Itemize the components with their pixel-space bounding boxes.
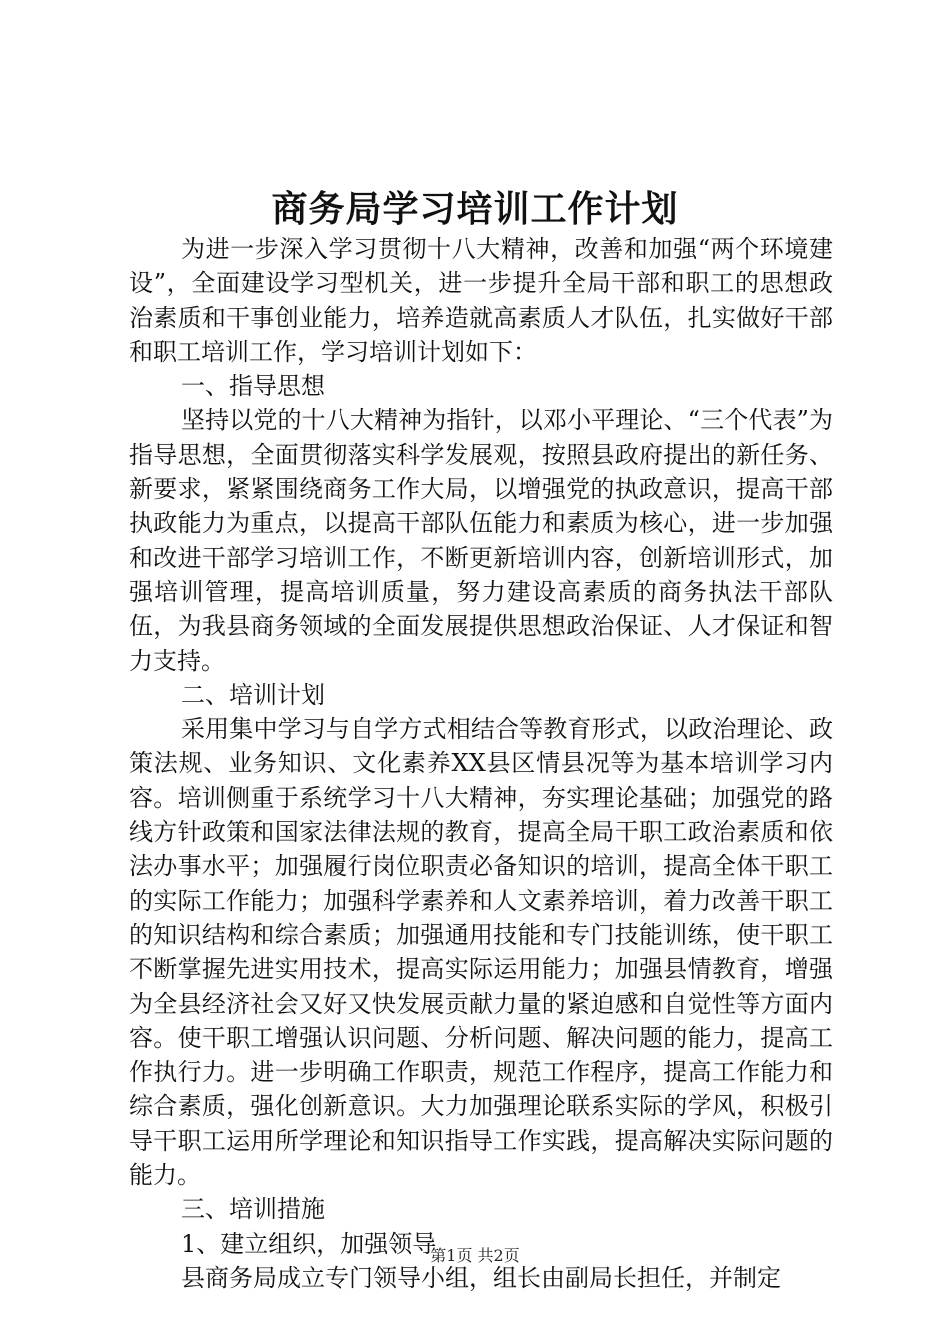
- section-heading-training-measures: 三、培训措施: [181, 1195, 325, 1224]
- intro-paragraph: 为进一步深入学习贯彻十八大精神，改善和加强“两个环境建设”，全面建设学习型机关，进一步提升全局干部和职工的思想政治素质和干事创业能力，培养造就高素质人才队伍，扎实做好干部和职工培训工作，学习培训计划如下：: [129, 235, 833, 366]
- document-title: 商务局学习培训工作计划: [271, 188, 679, 230]
- subsection-heading-organization: 1、建立组织，加强领导: [181, 1229, 437, 1258]
- training-plan-paragraph: 采用集中学习与自学方式相结合等教育形式，以政治理论、政策法规、业务知识、文化素养XX县区情县况等为基本培训学习内容。培训侧重于系统学习十八大精神，夯实理论基础；加强党的路线方针政策和国家法律法规的教育，提高全局干职工政治素质和依法办事水平；加强履行岗位职责必备知识的培训，提高全体干职工的实际工作能力；加强科学素养和人文素养培训，着力改善干职工的知识结构和综合素质；加强通用技能和专门技能训练，使干职工不断掌握先进实用技术，提高实际运用能力；加强县情教育，增强为全县经济社会又好又快发展贡献力量的紧迫感和自觉性等方面内容。使干职工增强认识问题、分析问题、解决问题的能力，提高工作执行力。进一步明确工作职责，规范工作程序，提高工作能力和综合素质，强化创新意识。大力加强理论联系实际的学风，积极引导干职工运用所学理论和知识指导工作实践，提高解决实际问题的能力。: [129, 715, 833, 1190]
- section-heading-guiding-ideology: 一、指导思想: [181, 372, 325, 401]
- guiding-ideology-paragraph: 坚持以党的十八大精神为指针，以邓小平理论、“三个代表”为指导思想，全面贯彻落实科学发展观，按照县政府提出的新任务、新要求，紧紧围绕商务工作大局，以增强党的执政意识，提高干部执政能力为重点，以提高干部队伍能力和素质为核心，进一步加强和改进干部学习培训工作，不断更新培训内容，创新培训形式，加强培训管理，提高培训质量，努力建设高素质的商务执法干部队伍，为我县商务领域的全面发展提供思想政治保证、人才保证和智力支持。: [129, 406, 833, 675]
- section-heading-training-plan: 二、培训计划: [181, 680, 325, 709]
- organization-paragraph: 县商务局成立专门领导小组，组长由副局长担任，并制定: [181, 1263, 781, 1292]
- document-body: [129, 232, 833, 1295]
- page-footer: 第1页 共2页: [430, 1246, 520, 1265]
